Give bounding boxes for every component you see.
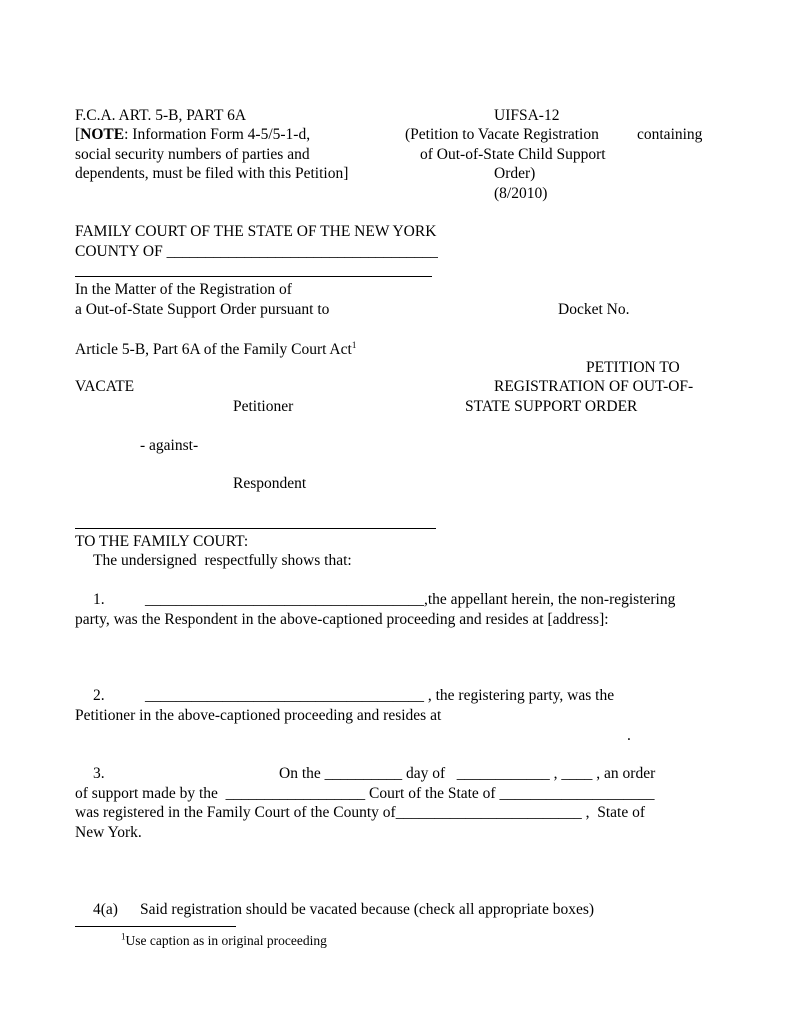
note-label: NOTE — [80, 126, 125, 143]
paragraph-1-number: 1. — [93, 591, 105, 608]
matter-line3 — [75, 340, 356, 359]
note-bracket: [ — [75, 126, 81, 143]
form-title-line3: Order) — [494, 165, 536, 182]
paragraph-3-number: 3. — [93, 765, 105, 782]
paragraph-2-period: . — [627, 727, 631, 744]
filing-note-line2: social security numbers of parties and — [75, 146, 310, 163]
respondent-label: Respondent — [233, 475, 307, 492]
document-title-line2: REGISTRATION OF OUT-OF- — [494, 378, 694, 395]
document-title-line3: STATE SUPPORT ORDER — [465, 398, 638, 415]
form-revision-date: (8/2010) — [494, 185, 548, 202]
form-title-containing: containing — [637, 126, 703, 143]
paragraph-4a-text: Said registration should be vacated because (check all appropriate boxes) — [140, 901, 595, 918]
footnote-separator — [75, 926, 236, 927]
note-text: : Information Form 4-5/5-1-d, — [124, 126, 311, 143]
document-title-vacate: VACATE — [75, 378, 135, 395]
footnote-number: 1 — [121, 931, 126, 942]
caption-bottom-rule — [75, 528, 436, 529]
paragraph-3-line1: On the __________ day of ____________ , ____ , an order — [279, 765, 656, 782]
statute-reference: F.C.A. ART. 5-B, PART 6A — [75, 107, 247, 124]
court-name: FAMILY COURT OF THE STATE OF THE NEW YORK — [75, 223, 437, 240]
paragraph-3-line2: of support made by the __________________ Court of the State of ____________________ — [75, 785, 655, 802]
paragraph-1-line1: ____________________________________,the appellant herein, the non-registering — [145, 591, 676, 608]
against-label: - against- — [140, 437, 199, 454]
caption-top-rule — [75, 276, 432, 277]
intro-statement: The undersigned respectfully shows that: — [93, 552, 352, 569]
paragraph-4a-number: 4(a) — [93, 901, 118, 918]
paragraph-2-line2: Petitioner in the above-captioned proceeding and resides at — [75, 707, 442, 724]
county-field: COUNTY OF ___________________________________ — [75, 243, 438, 260]
paragraph-3-line4: New York. — [75, 824, 142, 841]
footnote — [121, 932, 327, 949]
petitioner-label: Petitioner — [233, 398, 294, 415]
form-title-line1: (Petition to Vacate Registration — [405, 126, 599, 143]
matter-line1: In the Matter of the Registration of — [75, 281, 292, 298]
form-id: UIFSA-12 — [494, 107, 560, 124]
docket-number-label: Docket No. — [558, 301, 630, 318]
paragraph-2-line1: ____________________________________ , the registering party, was the — [145, 687, 615, 704]
filing-note — [75, 125, 310, 144]
addressee: TO THE FAMILY COURT: — [75, 533, 249, 550]
footnote-reference: 1 — [351, 339, 357, 350]
footnote-text: Use caption as in original proceeding — [125, 933, 327, 948]
matter-line3-text: Article 5-B, Part 6A of the Family Court Act — [75, 341, 352, 358]
paragraph-2-number: 2. — [93, 687, 105, 704]
paragraph-3-line3: was registered in the Family Court of the County of________________________ , State of — [75, 804, 645, 821]
document-title-line1: PETITION TO — [586, 359, 680, 376]
paragraph-1-line2: party, was the Respondent in the above-captioned proceeding and resides at [address]: — [75, 611, 609, 628]
filing-note-line3: dependents, must be filed with this Petition] — [75, 165, 349, 182]
form-title-line2: of Out-of-State Child Support — [420, 146, 606, 163]
matter-line2: a Out-of-State Support Order pursuant to — [75, 301, 330, 318]
